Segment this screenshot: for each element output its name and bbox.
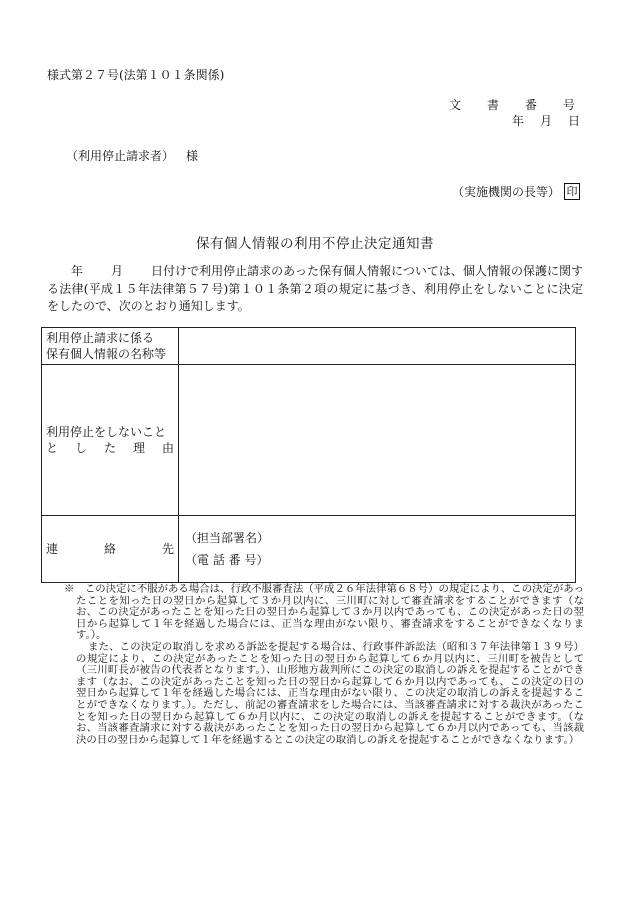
contact-char: 先 [161,542,174,556]
reason-label [42,365,179,516]
note-paragraph-2: また、この決定の取消しを求める訴訟を提起する場合は、行政事件訴訟法（昭和３７年法律第１３９号）の規定により、この決定があったことを知った日の翌日から起算して６か月以内に、三川町を被告として（三川町長が被告の代表者となります。）、山形地方裁判所にこの決定の取消しの訴えを提起することができます（なお、この決定があったことを知った日の翌日から起算して６か月以内であっても、この決定の日の翌日から起算して１年を経過した場合には、正当な理由がない限り、この決定の取消しの訴えを提起することができなくなります。）。ただし、前記の審査請求をした場合には、当該審査請求に対する裁決があったことを知った日の翌日から起算して６か月以内に、この決定の取消しの訴えを提起することができます。（なお、当該審査請求に対する裁決があったことを知った日の翌日から起算して６か月以内であっても、当該裁決の日の翌日から起算して１年を経過するとこの決定の取消しの訴えを提起することができなくなります。） [76,640,584,746]
contact-char: 連 [46,542,59,556]
reason-value[interactable] [179,365,576,516]
body-year-label: 年 [71,264,84,278]
seal-mark: 印 [564,183,580,200]
contact-label-text [46,541,174,557]
reason-label-line1: 利用停止をしないこと [46,425,167,439]
reason-char: し [74,441,87,455]
date-year-label: 年 [511,114,526,128]
note-text-1: この決定に不服がある場合は、行政不服審査法（平成２６年法律第６８号）の規定により、この決定があったことを知った日の翌日から起算して３か月以内に、三川町に対して審査請求をすることができます（なお、この決定があったことを知った日の翌日から起算して３か月以内であっても、この決定があった日の翌日から起算して１年を経過した場合には、正当な理由がない限り、審査請求をすることができなくなります。）。 [76,583,584,642]
info-name-value[interactable] [179,328,576,365]
notice-body [47,263,583,316]
table-row [42,365,576,516]
notes [64,584,584,746]
reason-char: た [103,441,116,455]
form-number: 様式第２７号(法第１０１条関係) [47,68,225,82]
body-text: 日付けで利用停止請求のあった保有個人情報については、個人情報の保護に関する法律(平成１５年法律第５７号)第１０１条第２項の規定に基づき、利用停止をしないことに決定をしたので、次のとおり通知します。 [47,264,583,313]
reason-char: 理 [132,441,145,455]
date-day-label: 日 [567,114,582,128]
addressee-label: （利用停止請求者） [66,149,175,163]
body-month-label: 月 [111,264,124,278]
note-paragraph-1 [64,584,584,642]
sender-label: （実施機関の長等） [451,185,560,199]
info-name-label-line1: 利用停止請求に係る [46,331,155,345]
contact-value[interactable] [179,516,576,583]
sender [452,183,580,200]
contact-label [42,516,179,583]
contact-char: 絡 [103,542,116,556]
issue-date [498,112,582,129]
table-row [42,328,576,365]
date-month-label: 月 [539,114,554,128]
document-number-label: 文 書 番 号 [448,98,582,112]
info-name-label-line2: 保有個人情報の名称等 [46,347,167,361]
contact-phone: （電 話 番 号） [185,553,269,567]
info-name-label [42,328,179,365]
details-table [41,327,576,583]
contact-department: （担当部署名） [185,531,270,545]
page-title: 保有個人情報の利用不停止決定通知書 [196,236,434,252]
reason-char: と [46,441,59,455]
note-mark: ※ [64,583,75,595]
reason-label-line2 [46,440,174,456]
addressee-honorific: 様 [186,149,199,163]
reason-char: 由 [161,441,174,455]
addressee [66,147,198,164]
table-row [42,516,576,583]
